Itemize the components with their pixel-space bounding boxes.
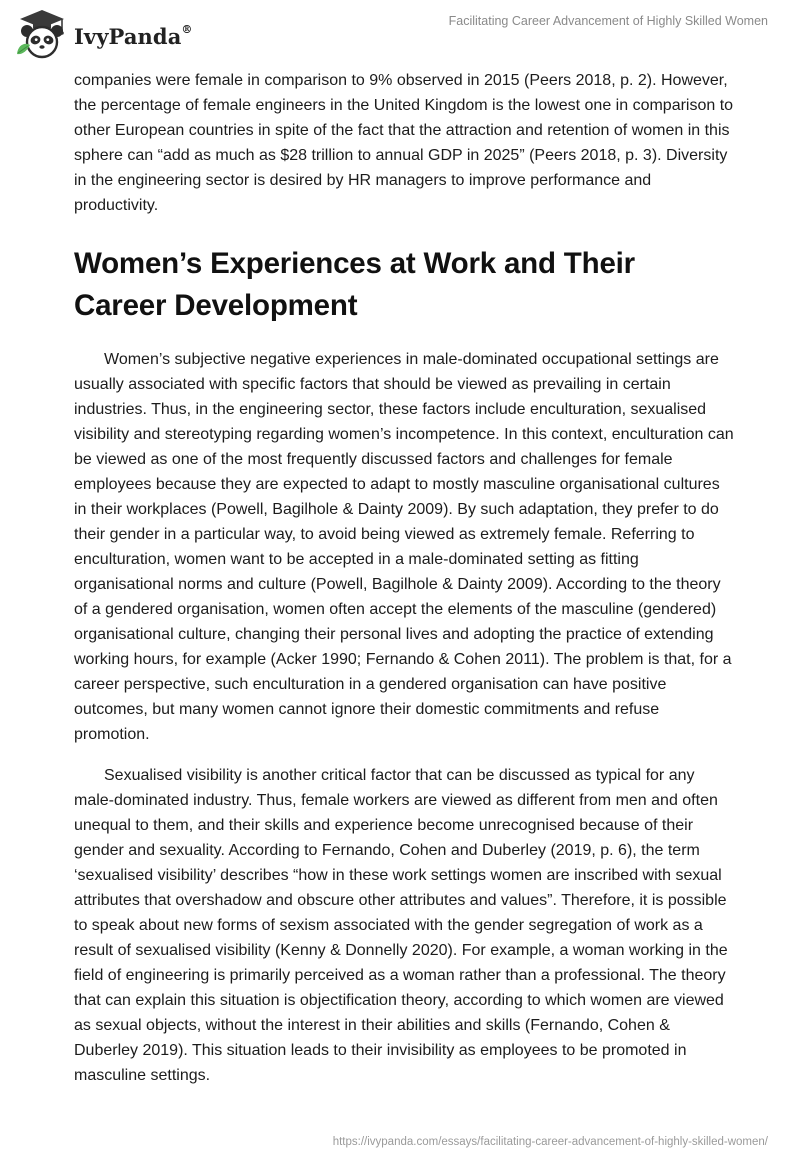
page-header — [0, 0, 800, 68]
document-title: Facilitating Career Advancement of Highly Skilled Women — [448, 14, 768, 28]
section-heading: Women’s Experiences at Work and Their Career Development — [74, 247, 635, 322]
paragraph-enculturation: Women’s subjective negative experiences in male-dominated occupational settings are usually associated with specific factors that should be viewed as prevailing in certain industries. Thus, in the engineering sector, these factors include enculturation, sexualised visibility and stereotyping regarding women’s incompetence. In this context, enculturation can be viewed as one of the most frequently discussed factors and challenges for female employees because they are expected to adapt to mostly masculine organisational cultures in their workplaces (Powell, Bagilhole & Dainty 2009). By such adaptation, they prefer to do their gender in a particular way, to avoid being viewed as extremely female. Referring to enculturation, women want to be accepted in a male-dominated setting as fitting organisational norms and culture (Powell, Bagilhole & Dainty 2009). According to the theory of a gendered organisation, women often accept the elements of the masculine (gendered) organisational culture, changing their personal lives and adopting the practice of extending working hours, for example (Acker 1990; Fernando & Cohen 2011). The problem is that, for a career perspective, such enculturation in a gendered organisation can have positive outcomes, but many women cannot ignore their domestic commitments and refuse promotion. — [74, 351, 734, 743]
article-body — [74, 68, 734, 1088]
source-url[interactable]: https://ivypanda.com/essays/facilitating-career-advancement-of-highly-skilled-women/ — [332, 1136, 768, 1148]
paragraph-sexualised-visibility: Sexualised visibility is another critical factor that can be discussed as typical for any male-dominated industry. Thus, female workers are viewed as different from men and often unequal to them, and their skills and experience become unrecognised because of their gender and sexuality. According to Fernando, Cohen and Duberley (2019, p. 6), the term ‘sexualised visibility’ describes “how in these work settings women are inscribed with sexual attributes that overshadow and obscure other attributes and values”. Therefore, it is possible to speak about new forms of sexism associated with the gender segregation of work as a result of sexualised visibility (Kenny & Donnelly 2020). For example, a woman working in the field of engineering is primarily perceived as a woman rather than a professional. The theory that can explain this situation is objectification theory, according to which women are viewed as sexual objects, without the interest in their abilities and skills (Fernando, Cohen & Duberley 2019). This situation leads to their invisibility as employees to be promoted in masculine settings. — [74, 767, 728, 1084]
brand-name: IvyPanda® — [74, 22, 193, 49]
brand-logo[interactable] — [14, 8, 193, 60]
intro-paragraph: companies were female in comparison to 9% observed in 2015 (Peers 2018, p. 2). However, the percentage of female engineers in the United Kingdom is the lowest one in comparison to other European countries in spite of the fact that the attraction and retention of women in this sphere can “add as much as $28 trillion to annual GDP in 2025” (Peers 2018, p. 3). Diversity in the engineering sector is desired by HR managers to improve performance and productivity. — [74, 72, 734, 214]
panda-graduate-icon — [14, 8, 70, 60]
